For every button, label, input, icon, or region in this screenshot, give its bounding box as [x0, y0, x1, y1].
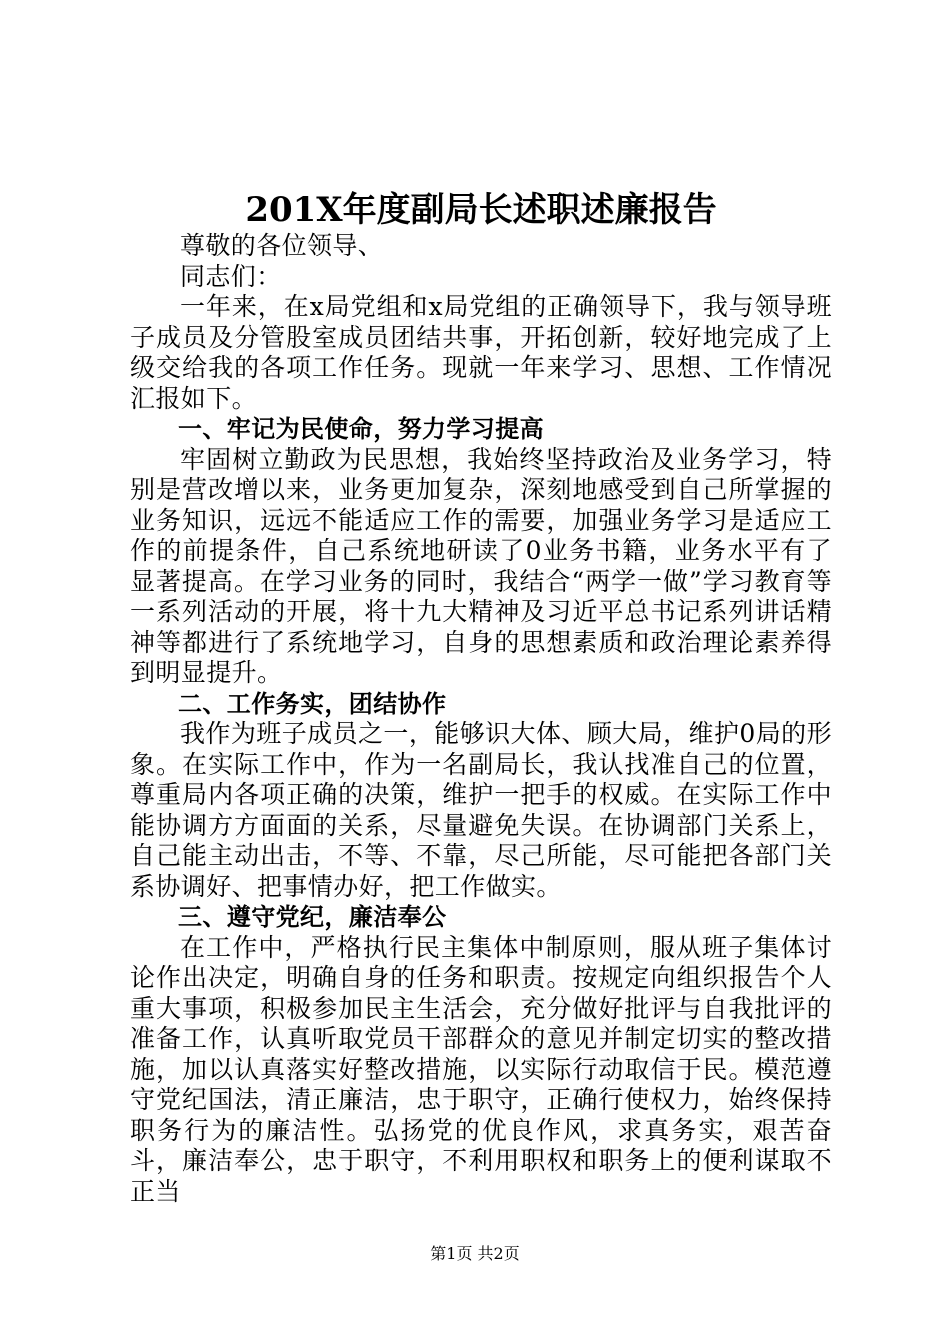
salutation-line-2: 同志们： [180, 261, 282, 291]
intro-paragraph: 一年来，在x局党组和x局党组的正确领导下，我与领导班子成员及分管股室成员团结共事，开拓创新，较好地完成了上级交给我的各项工作任务。现就一年来学习、思想、工作情况汇报如下。 [130, 292, 832, 413]
section-heading-2: 二、工作务实，团结协作 [178, 689, 447, 718]
page-footer: 第1页 共2页 [430, 1244, 520, 1263]
section-heading-1: 一、牢记为民使命，努力学习提高 [178, 415, 544, 443]
section-body-3: 在工作中，严格执行民主集体中制原则，服从班子集体讨论作出决定，明确自身的任务和职责。按规定向组织报告个人重大事项，积极参加民主生活会，充分做好批评与自我批评的准备工作，认真听取党员干部群众的意见并制定切实的整改措施，加以认真落实好整改措施，以实际行动取信于民。模范遵守党纪国法，清正廉洁，忠于职守，正确行使权力，始终保持职务行为的廉洁性。弘扬党的优良作风，求真务实，艰苦奋斗，廉洁奉公，忠于职守，不利用职权和职务上的便利谋取不正当 [130, 932, 832, 1206]
section-heading-3: 三、遵守党纪，廉洁奉公 [178, 903, 447, 931]
salutation-line-1: 尊敬的各位领导、 [180, 231, 384, 260]
document-title: 201X年度副局长述职述廉报告 [245, 190, 717, 230]
section-body-2: 我作为班子成员之一，能够识大体、顾大局，维护0局的形象。在实际工作中，作为一名副局长，我认找准自己的位置，尊重局内各项正确的决策，维护一把手的权威。在实际工作中能协调方方面面的关系，尽量避免失误。在协调部门关系上，自己能主动出击，不等、不靠，尽己所能，尽可能把各部门关系协调好、把事情办好，把工作做实。 [130, 719, 832, 901]
document-body [130, 231, 832, 1207]
section-body-1: 牢固树立勤政为民思想，我始终坚持政治及业务学习，特别是营改增以来，业务更加复杂，深刻地感受到自己所掌握的业务知识，远远不能适应工作的需要，加强业务学习是适应工作的前提条件，自己系统地研读了0业务书籍，业务水平有了显著提高。在学习业务的同时，我结合“两学一做”学习教育等一系列活动的开展，将十九大精神及习近平总书记系列讲话精神等都进行了系统地学习，自身的思想素质和政治理论素养得到明显提升。 [130, 444, 832, 687]
